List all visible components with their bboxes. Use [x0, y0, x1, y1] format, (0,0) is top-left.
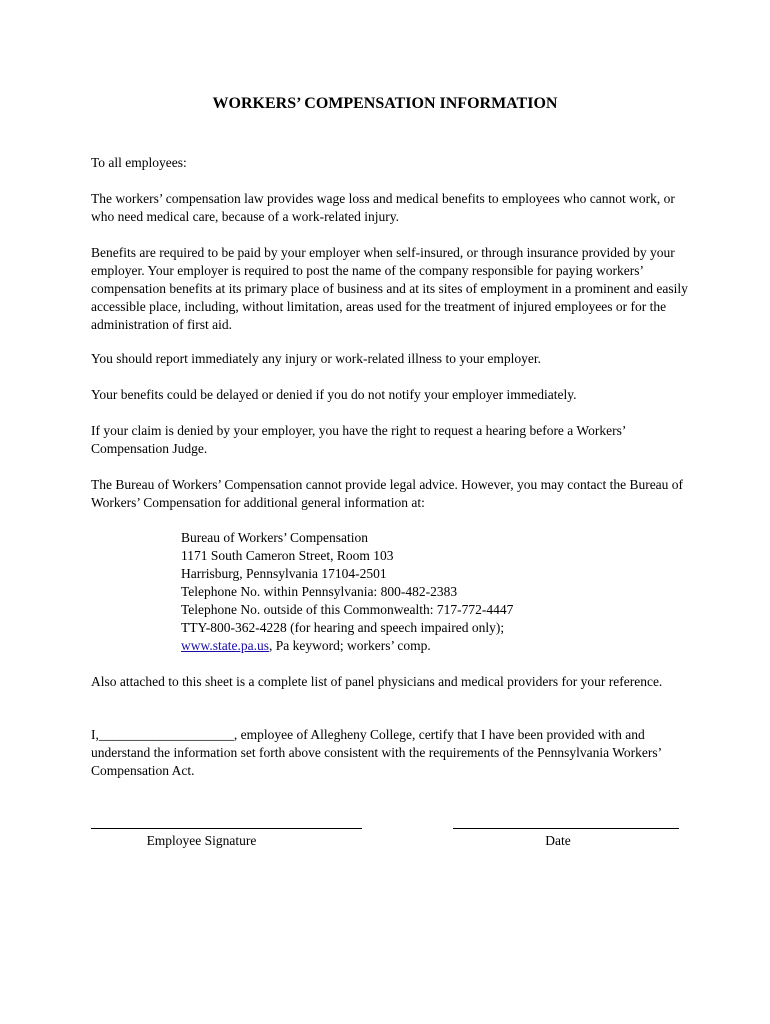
paragraph-bureau: The Bureau of Workers’ Compensation cannot provide legal advice. However, you may contact the Bureau of Workers’ Compensation for additional general information at: — [91, 477, 684, 510]
address-tty: TTY-800-362-4228 (for hearing and speech impaired only); — [181, 620, 505, 635]
paragraph-attached: Also attached to this sheet is a complete list of panel physicians and medical providers for your reference. — [91, 674, 663, 689]
address-city: Harrisburg, Pennsylvania 17104-2501 — [181, 566, 387, 581]
date-label: Date — [545, 833, 571, 848]
paragraph-certify: I,____________________, employee of Allegheny College, certify that I have been provided with and understand the information set forth above consistent with the requirements of the Pennsylvania Workers’ Compensation Act. — [91, 727, 662, 778]
website-link[interactable]: www.state.pa.us — [181, 638, 269, 653]
employee-signature-label: Employee Signature — [146, 833, 257, 848]
greeting: To all employees: — [91, 155, 187, 170]
address-name: Bureau of Workers’ Compensation — [181, 530, 368, 545]
address-website — [181, 637, 681, 655]
paragraph-law: The workers’ compensation law provides wage loss and medical benefits to employees who cannot work, or who need medical care, because of a work-related injury. — [91, 191, 675, 224]
bureau-address-block — [181, 529, 681, 655]
paragraph-denied: If your claim is denied by your employer, you have the right to request a hearing before a Workers’ Compensation Judge. — [91, 423, 626, 456]
date-line — [453, 828, 679, 829]
employee-signature-line — [91, 828, 362, 829]
paragraph-benefits: Benefits are required to be paid by your employer when self-insured, or through insurance provided by your employer. Your employer is required to post the name of the company responsible for paying workers’ compensation benefits at its primary place of business and at its sites of employment in a prominent and easily accessible place, including, without limitation, areas used for the treatment of injured employees or for the administration of first aid. — [91, 245, 688, 332]
page-title: WORKERS’ COMPENSATION INFORMATION — [212, 95, 558, 112]
address-phone-in-state: Telephone No. within Pennsylvania: 800-482-2383 — [181, 584, 458, 599]
address-street: 1171 South Cameron Street, Room 103 — [181, 548, 394, 563]
website-suffix: , Pa keyword; workers’ comp. — [268, 638, 431, 653]
paragraph-delay: Your benefits could be delayed or denied if you do not notify your employer immediately. — [91, 387, 577, 402]
address-phone-out-state: Telephone No. outside of this Commonwealth: 717-772-4447 — [181, 602, 514, 617]
paragraph-report: You should report immediately any injury or work-related illness to your employer. — [91, 351, 542, 366]
